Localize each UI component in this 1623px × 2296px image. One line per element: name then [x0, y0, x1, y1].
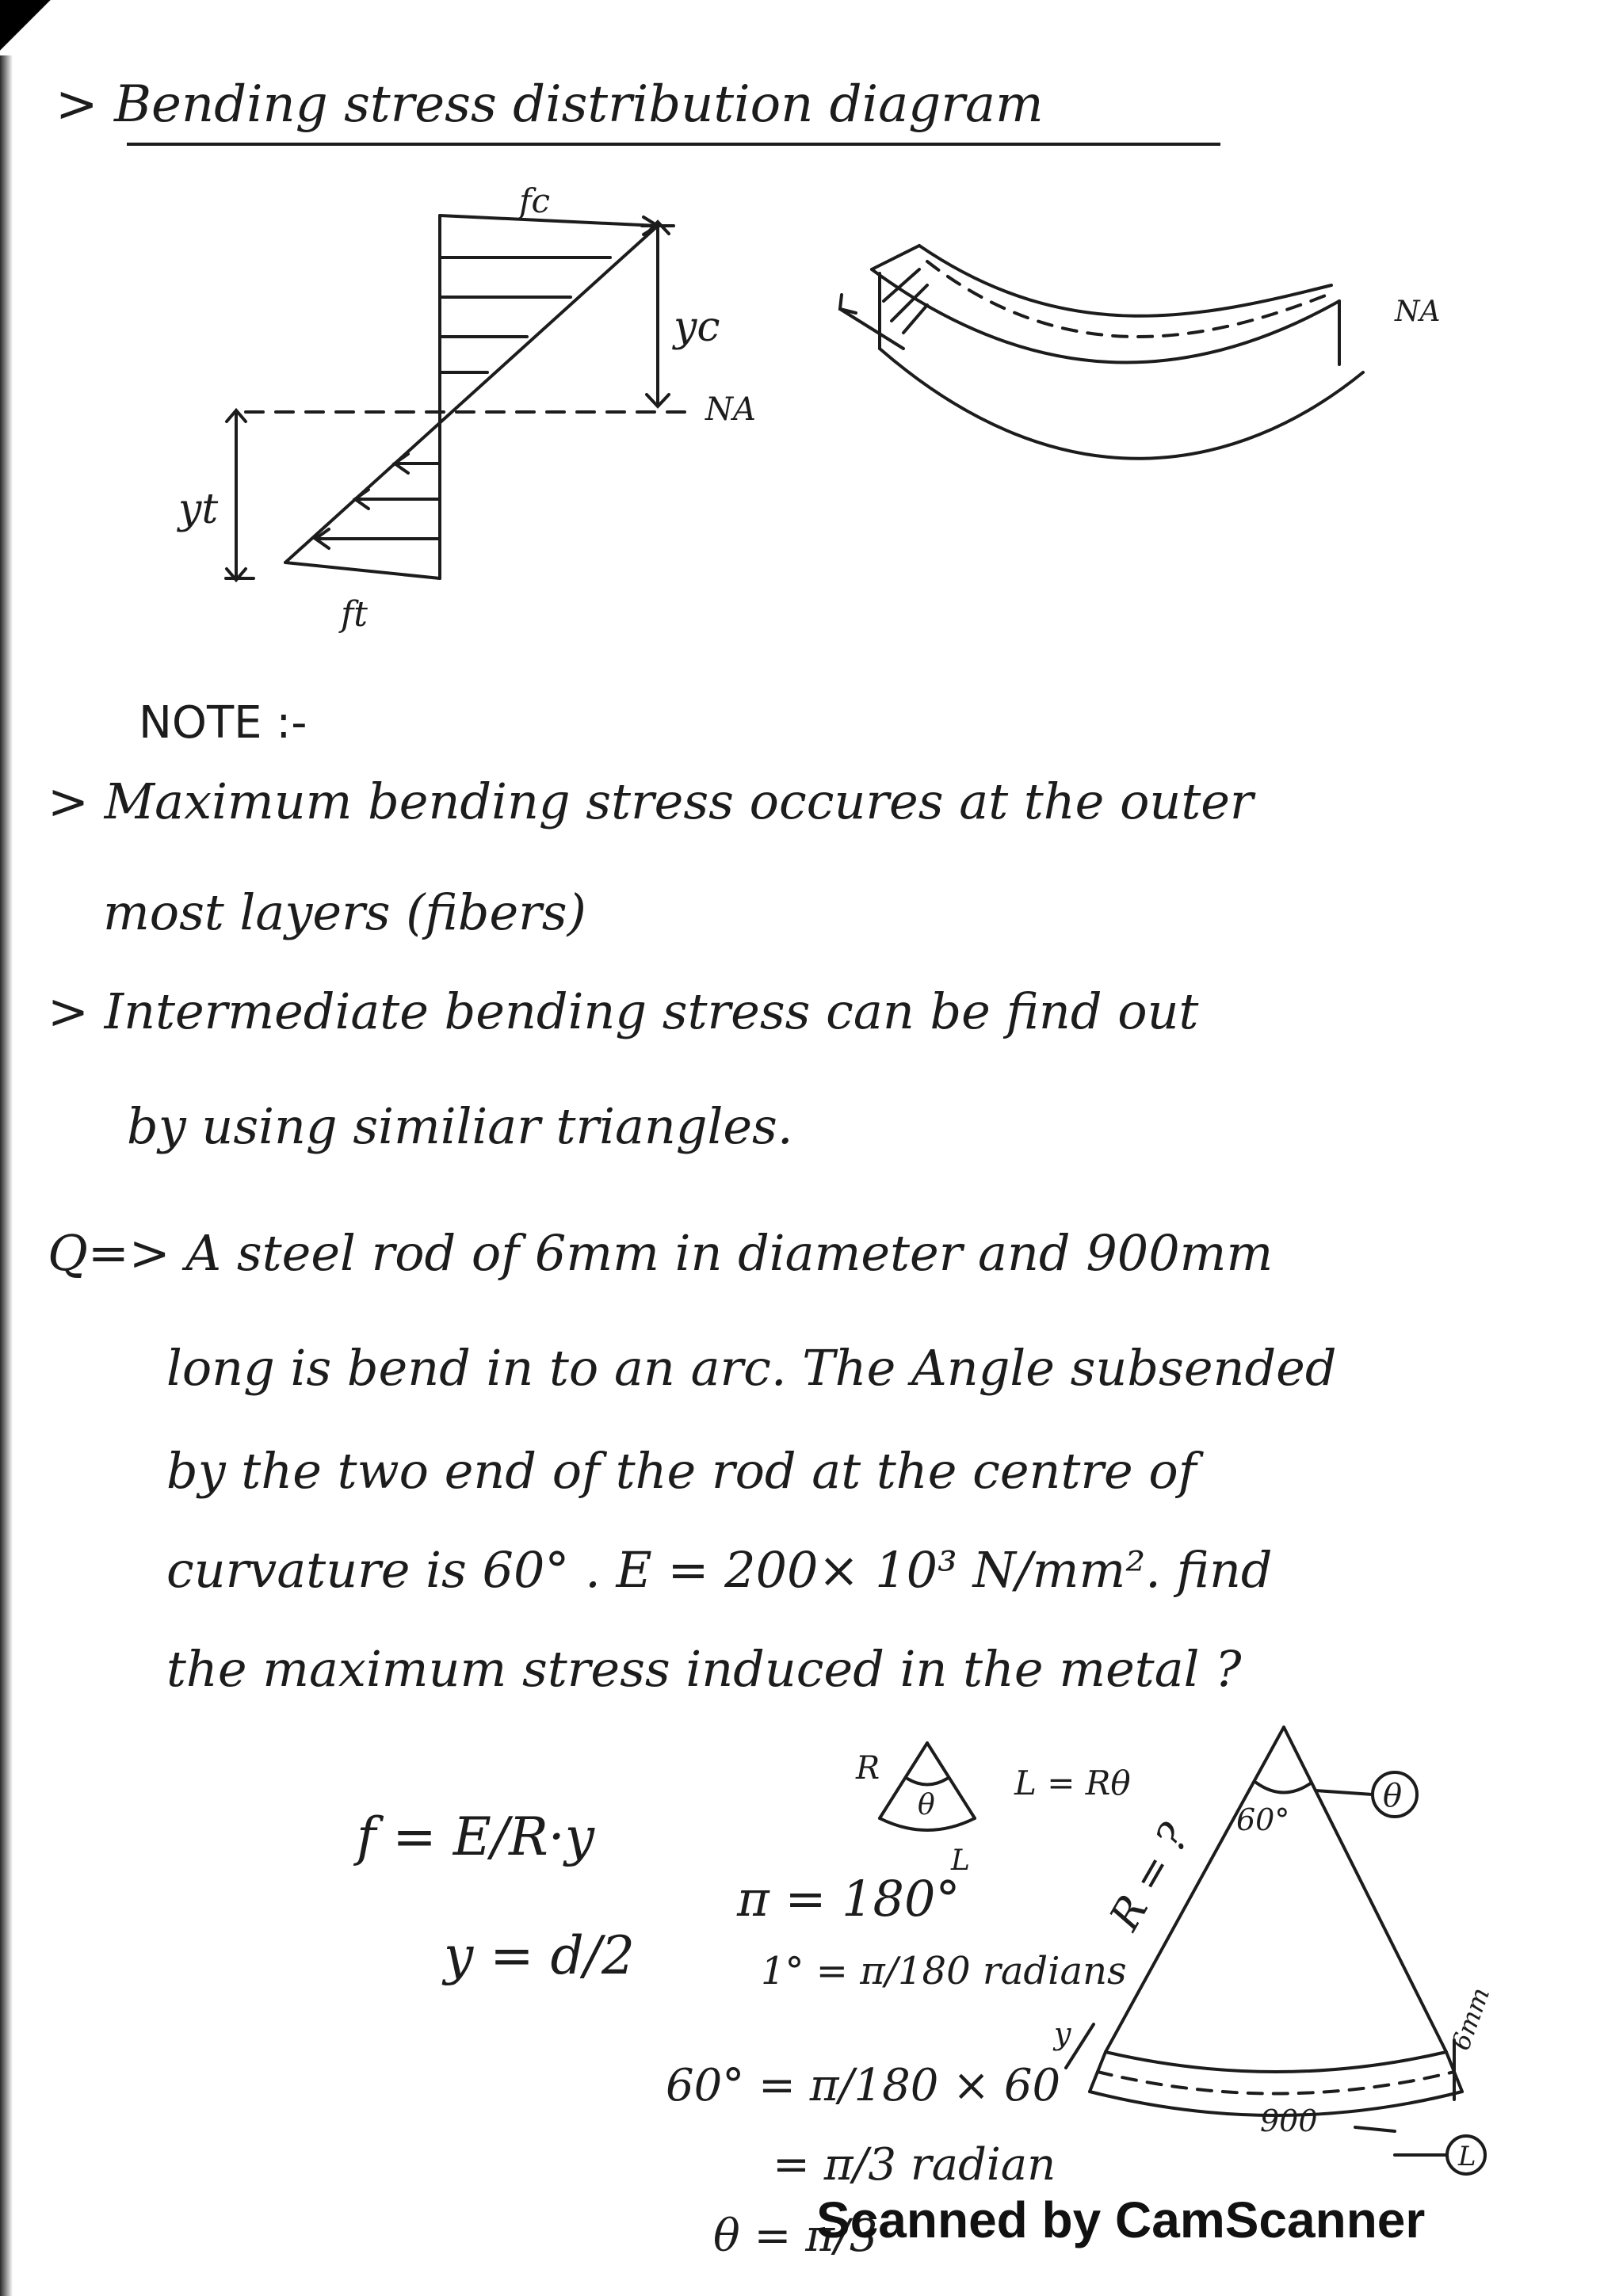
label-ft: ft [341, 594, 368, 635]
big-sector-theta: θ [1383, 1778, 1403, 1814]
note-line-4: by using similiar triangles. [127, 1097, 793, 1155]
label-na-beam: NA [1395, 296, 1441, 328]
note-line-3: > Intermediate bending stress can be find out [48, 982, 1199, 1040]
small-sector-r: R [856, 1750, 880, 1787]
label-yt: yt [178, 486, 219, 533]
equation-sixty: 60° = π/180 × 60 [666, 2060, 1061, 2111]
label-fc: fc [519, 181, 551, 220]
big-sector-length: 900 [1260, 2103, 1318, 2138]
question-line-4: curvature is 60° . E = 200× 10³ N/mm². find [166, 1541, 1273, 1599]
label-na-stress: NA [705, 391, 756, 428]
small-sector-arc: L [951, 1844, 970, 1877]
equation-y: y = d/2 [444, 1925, 636, 1986]
equation-theta: θ = π/3 [713, 2210, 878, 2262]
small-sector-formula: L = Rθ [1014, 1764, 1131, 1802]
page-title: > Bending stress distribution diagram [55, 75, 1044, 134]
question-line-1: Q=> A steel rod of 6mm in diameter and 900mm [48, 1224, 1274, 1282]
big-sector-angle: 60° [1236, 1802, 1290, 1837]
equation-radian: = π/3 radian [773, 2139, 1056, 2191]
equation-degree: 1° = π/180 radians [761, 1949, 1127, 1993]
big-sector-l: L [1458, 2141, 1476, 2172]
big-sector-y: y [1054, 2016, 1071, 2051]
big-sector-thickness: 6mm [1445, 1983, 1496, 2054]
small-sector-theta: θ [918, 1789, 935, 1821]
note-line-2: most layers (fibers) [103, 883, 586, 941]
question-line-3: by the two end of the rod at the centre of [166, 1442, 1197, 1500]
equation-pi: π = 180° [737, 1870, 960, 1928]
question-line-5: the maximum stress induced in the metal ? [166, 1640, 1242, 1698]
question-line-2: long is bend in to an arc. The Angle subsended [166, 1339, 1337, 1397]
scanner-watermark: Scanned by CamScanner [816, 2191, 1426, 2248]
note-heading: NOTE :- [139, 697, 307, 749]
label-yc: yc [674, 303, 720, 351]
curved-beam-sketch [840, 246, 1363, 459]
stress-distribution-diagram [226, 215, 697, 580]
equation-stress: f = E/R·y [357, 1806, 595, 1867]
big-sector-radius: R = ? [1101, 1816, 1200, 1939]
note-line-1: > Maximum bending stress occures at the outer [48, 772, 1254, 830]
